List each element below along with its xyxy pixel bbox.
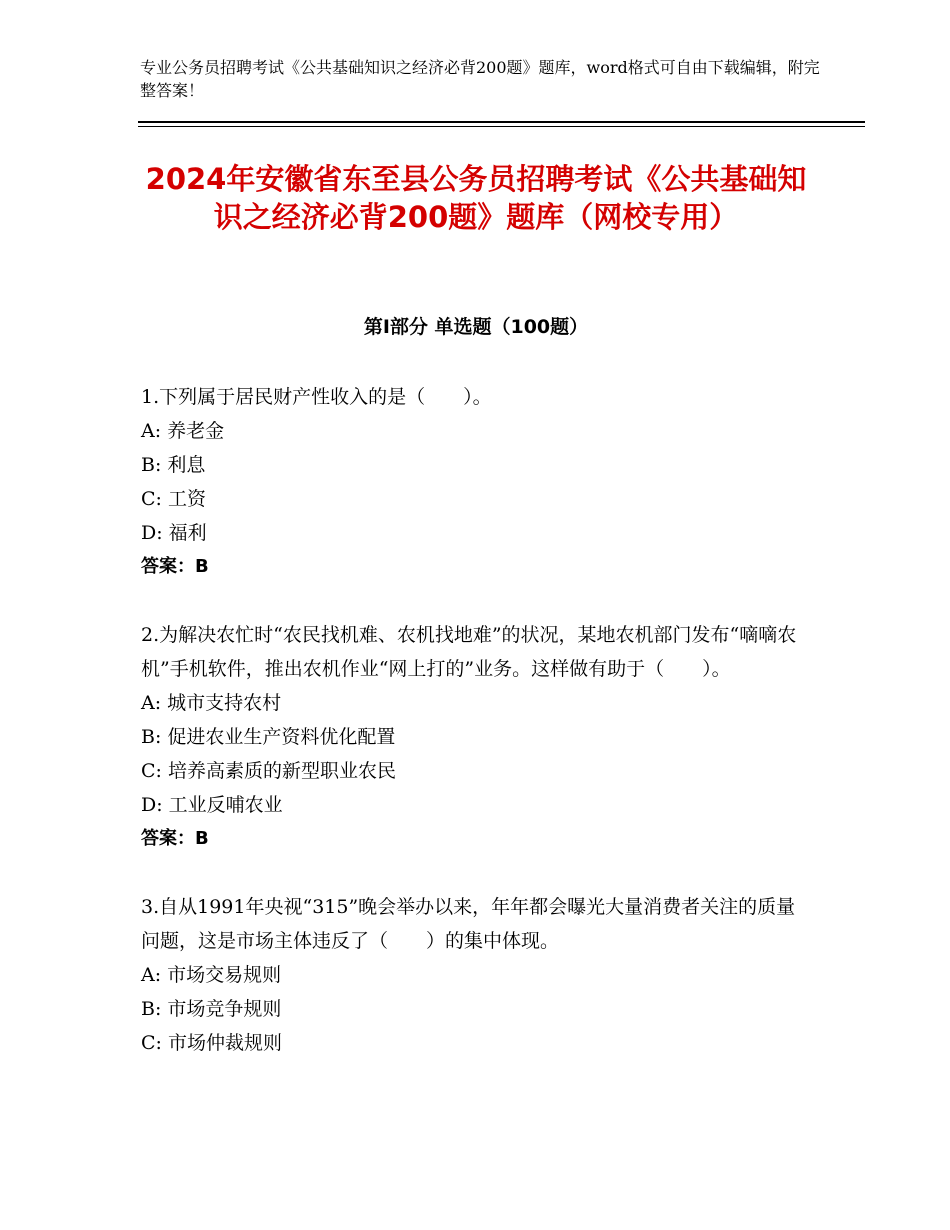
option-a: A: 市场交易规则 [141, 964, 282, 986]
option-a: A: 城市支持农村 [141, 692, 282, 714]
option-a: A: 养老金 [141, 420, 225, 442]
option-c: C: 培养高素质的新型职业农民 [141, 760, 396, 782]
question-text: 1.下列属于居民财产性收入的是（ ）。 [141, 386, 492, 408]
document-title: 2024年安徽省东至县公务员招聘考试《公共基础知识之经济必背200题》题库（网校专用） [145, 162, 807, 234]
question-1 [141, 380, 806, 584]
section-title: 第Ⅰ部分 单选题（100题） [363, 316, 589, 338]
option-c: C: 工资 [141, 488, 206, 510]
question-3 [141, 890, 806, 1060]
header-divider-thick [138, 121, 865, 123]
question-2 [141, 618, 806, 856]
header-divider-thin [138, 126, 865, 127]
answer: 答案：B [141, 828, 209, 849]
option-c: C: 市场仲裁规则 [141, 1032, 282, 1054]
header-note: 专业公务员招聘考试《公共基础知识之经济必背200题》题库，word格式可自由下载编辑，附完整答案！ [140, 58, 820, 100]
option-d: D: 工业反哺农业 [141, 794, 283, 816]
question-list [141, 380, 806, 1094]
question-text: 3.自从1991年央视“315”晚会举办以来，年年都会曝光大量消费者关注的质量问题，这是市场主体违反了（ ）的集中体现。 [141, 896, 796, 952]
question-text: 2.为解决农忙时“农民找机难、农机找地难”的状况，某地农机部门发布“嘀嘀农机”手机软件，推出农机作业“网上打的”业务。这样做有助于（ ）。 [141, 624, 797, 680]
option-b: B: 市场竞争规则 [141, 998, 282, 1020]
option-b: B: 促进农业生产资料优化配置 [141, 726, 396, 748]
answer: 答案：B [141, 556, 209, 577]
option-d: D: 福利 [141, 522, 207, 544]
option-b: B: 利息 [141, 454, 206, 476]
